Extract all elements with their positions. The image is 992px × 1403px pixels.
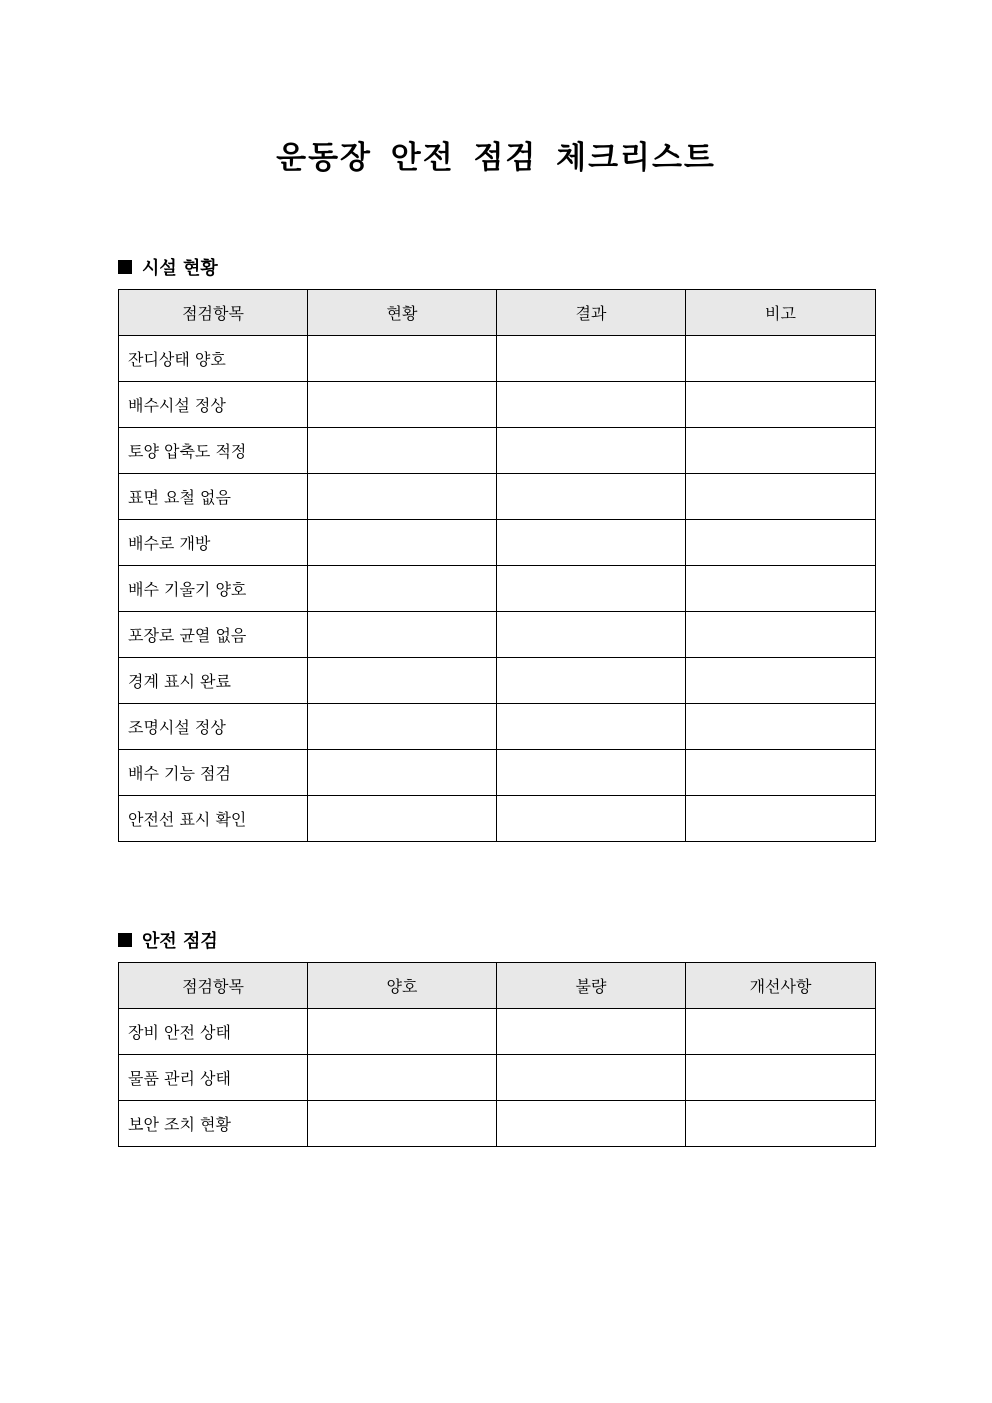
check-item-label: 배수시설 정상 xyxy=(119,382,308,428)
result-cell[interactable] xyxy=(497,658,686,704)
bad-cell[interactable] xyxy=(497,1101,686,1147)
check-item-label: 물품 관리 상태 xyxy=(119,1055,308,1101)
improvement-cell[interactable] xyxy=(686,1009,876,1055)
result-cell[interactable] xyxy=(497,704,686,750)
table-row xyxy=(119,704,876,750)
result-cell[interactable] xyxy=(497,750,686,796)
check-item-label: 포장로 균열 없음 xyxy=(119,612,308,658)
bad-cell[interactable] xyxy=(497,1055,686,1101)
status-cell[interactable] xyxy=(308,474,497,520)
note-cell[interactable] xyxy=(686,658,876,704)
column-header: 결과 xyxy=(497,290,686,336)
section-heading-label: 시설 현황 xyxy=(142,258,218,279)
result-cell[interactable] xyxy=(497,336,686,382)
note-cell[interactable] xyxy=(686,474,876,520)
check-item-label: 토양 압축도 적정 xyxy=(119,428,308,474)
square-bullet-icon xyxy=(118,260,132,274)
status-cell[interactable] xyxy=(308,658,497,704)
table-row xyxy=(119,566,876,612)
improvement-cell[interactable] xyxy=(686,1101,876,1147)
good-cell[interactable] xyxy=(308,1101,497,1147)
page-title: 운동장 안전 점검 체크리스트 xyxy=(276,140,716,176)
check-item-label: 표면 요철 없음 xyxy=(119,474,308,520)
note-cell[interactable] xyxy=(686,382,876,428)
facility-status-table xyxy=(118,289,876,842)
table-row xyxy=(119,1101,876,1147)
note-cell[interactable] xyxy=(686,750,876,796)
note-cell[interactable] xyxy=(686,428,876,474)
status-cell[interactable] xyxy=(308,428,497,474)
column-header: 불량 xyxy=(497,963,686,1009)
section-heading-safety xyxy=(118,927,218,953)
note-cell[interactable] xyxy=(686,566,876,612)
note-cell[interactable] xyxy=(686,796,876,842)
bad-cell[interactable] xyxy=(497,1009,686,1055)
table-row xyxy=(119,1055,876,1101)
column-header: 점검항목 xyxy=(119,290,308,336)
status-cell[interactable] xyxy=(308,382,497,428)
check-item-label: 조명시설 정상 xyxy=(119,704,308,750)
table-row xyxy=(119,336,876,382)
check-item-label: 잔디상태 양호 xyxy=(119,336,308,382)
table-header-row xyxy=(119,963,876,1009)
improvement-cell[interactable] xyxy=(686,1055,876,1101)
status-cell[interactable] xyxy=(308,336,497,382)
note-cell[interactable] xyxy=(686,704,876,750)
note-cell[interactable] xyxy=(686,612,876,658)
status-cell[interactable] xyxy=(308,704,497,750)
table-header-row xyxy=(119,290,876,336)
table-row xyxy=(119,474,876,520)
result-cell[interactable] xyxy=(497,428,686,474)
table-row xyxy=(119,658,876,704)
table-row xyxy=(119,796,876,842)
table-row xyxy=(119,428,876,474)
result-cell[interactable] xyxy=(497,796,686,842)
check-item-label: 경계 표시 완료 xyxy=(119,658,308,704)
status-cell[interactable] xyxy=(308,520,497,566)
result-cell[interactable] xyxy=(497,474,686,520)
column-header: 비고 xyxy=(686,290,876,336)
good-cell[interactable] xyxy=(308,1055,497,1101)
check-item-label: 배수 기능 점검 xyxy=(119,750,308,796)
section-heading-facility xyxy=(118,254,218,280)
result-cell[interactable] xyxy=(497,382,686,428)
check-item-label: 보안 조치 현황 xyxy=(119,1101,308,1147)
safety-check-table xyxy=(118,962,876,1147)
status-cell[interactable] xyxy=(308,566,497,612)
status-cell[interactable] xyxy=(308,796,497,842)
table-row xyxy=(119,520,876,566)
result-cell[interactable] xyxy=(497,520,686,566)
table-row xyxy=(119,1009,876,1055)
check-item-label: 장비 안전 상태 xyxy=(119,1009,308,1055)
column-header: 점검항목 xyxy=(119,963,308,1009)
section-heading-label: 안전 점검 xyxy=(142,931,218,952)
check-item-label: 배수로 개방 xyxy=(119,520,308,566)
square-bullet-icon xyxy=(118,933,132,947)
note-cell[interactable] xyxy=(686,336,876,382)
result-cell[interactable] xyxy=(497,612,686,658)
result-cell[interactable] xyxy=(497,566,686,612)
table-row xyxy=(119,750,876,796)
table-row xyxy=(119,382,876,428)
status-cell[interactable] xyxy=(308,612,497,658)
check-item-label: 안전선 표시 확인 xyxy=(119,796,308,842)
column-header: 개선사항 xyxy=(686,963,876,1009)
check-item-label: 배수 기울기 양호 xyxy=(119,566,308,612)
status-cell[interactable] xyxy=(308,750,497,796)
column-header: 양호 xyxy=(308,963,497,1009)
table-row xyxy=(119,612,876,658)
note-cell[interactable] xyxy=(686,520,876,566)
good-cell[interactable] xyxy=(308,1009,497,1055)
column-header: 현황 xyxy=(308,290,497,336)
